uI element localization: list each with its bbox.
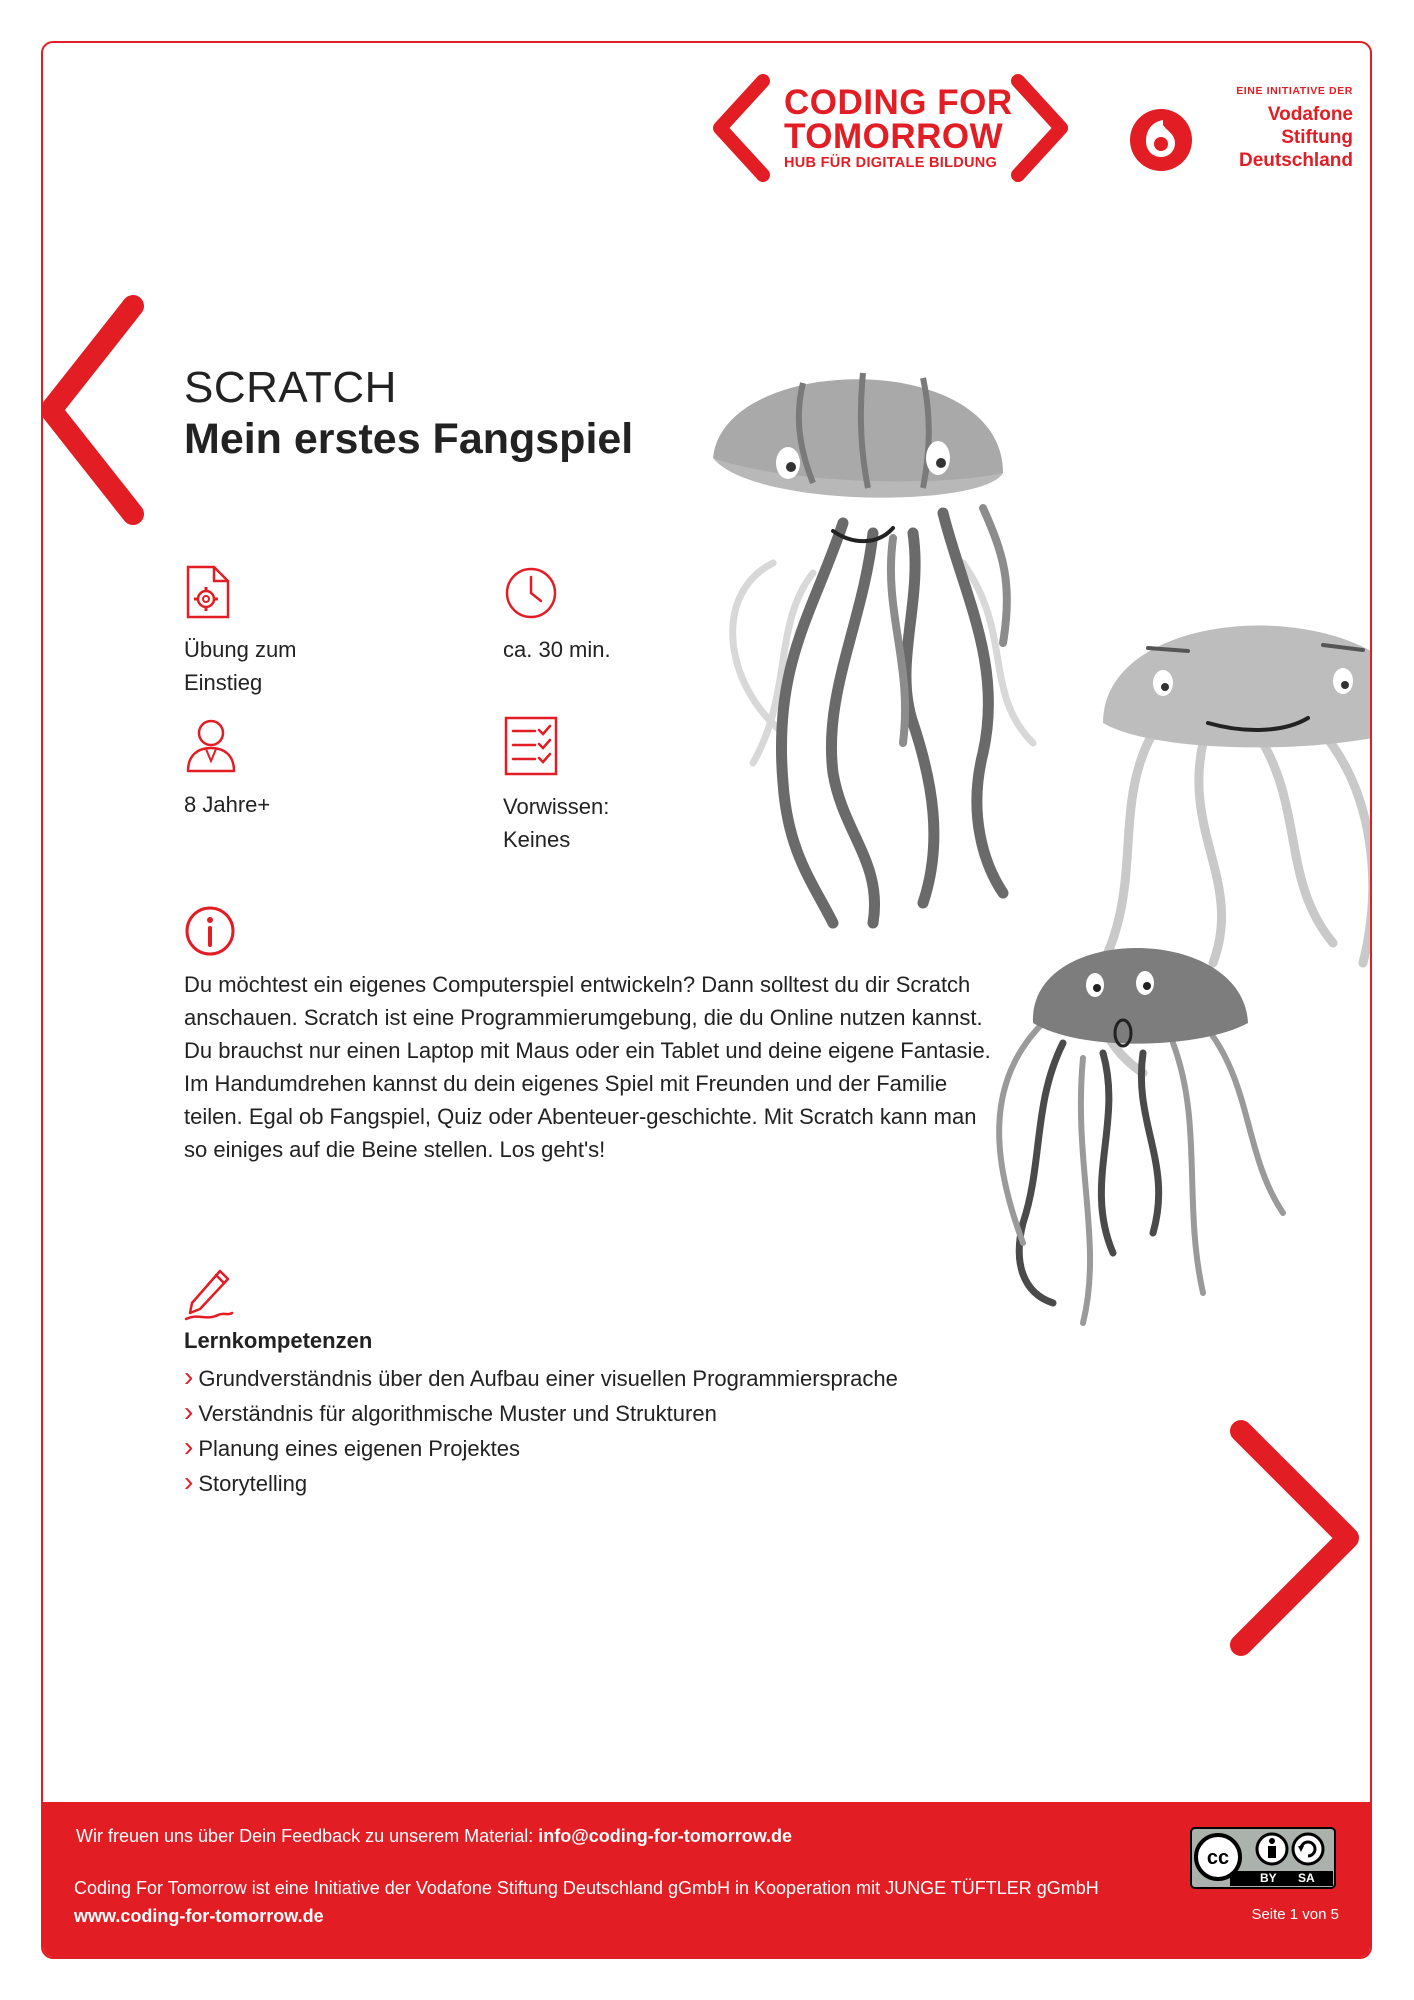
age: 8 Jahre+ [184, 792, 271, 817]
checklist-icon [503, 715, 563, 779]
list-item: › Verständnis für algorithmische Muster und Strukturen [184, 1395, 898, 1430]
cft-logo-tagline: HUB FÜR DIGITALE BILDUNG [784, 155, 998, 171]
competencies-title: Lernkompetenzen [184, 1328, 373, 1353]
initiative-line: Coding For Tomorrow ist eine Initiative der Vodafone Stiftung Deutschland gGmbH in Kooperation mit JUNGE TÜFTLER gGmbH [74, 1878, 1099, 1898]
pencil-icon [184, 1263, 244, 1323]
svg-text:cc: cc [1206, 1847, 1230, 1869]
feedback-email-link[interactable]: info@coding-for-tomorrow.de [538, 1826, 793, 1846]
list-item: › Planung eines eigenen Projektes [184, 1430, 898, 1465]
chevron-right-icon [1003, 73, 1073, 183]
prior-knowledge: Vorwissen: Keines [503, 794, 610, 852]
person-icon [184, 715, 244, 775]
exercise-type: Übung zum Einstieg [184, 637, 297, 695]
document-gear-icon [184, 563, 234, 623]
subject-label: SCRATCH [184, 363, 397, 412]
vodafone-logo-text: Vodafone Stiftung Deutschland [1238, 104, 1353, 171]
website-link[interactable]: www.coding-for-tomorrow.de [74, 1906, 324, 1926]
duration: ca. 30 min. [503, 637, 611, 662]
feedback-line: Wir freuen uns über Dein Feedback zu unserem Material: info@coding-for-tomorrow.de [76, 1826, 793, 1846]
clock-icon [503, 563, 563, 623]
page-title: Mein erstes Fangspiel [184, 415, 634, 463]
chevron-right-icon [1223, 1413, 1372, 1663]
jellyfish-illustration [683, 363, 1372, 1343]
list-item: › Storytelling [184, 1465, 898, 1500]
footer [43, 1802, 1370, 1957]
cc-by-sa-icon: cc BY SA [1190, 1827, 1336, 1889]
vodafone-initiative-label: EINE INITIATIVE DER [1236, 85, 1353, 97]
list-item: › Grundverständnis über den Aufbau einer visuellen Programmiersprache [184, 1360, 898, 1395]
page-number: Seite 1 von 5 [1251, 1906, 1339, 1923]
description-text: Du möchtest ein eigenes Computerspiel entwickeln? Dann solltest du dir Scratch anschauen. Scratch ist eine Programmierumgebung, die du Online nutzen kannst. Du brauchst nur einen Laptop mit Maus oder ein Tablet und deine eigene Fantasie. Im Handumdrehen kannst du dein eigenes Spiel mit Freunden und der Familie teilen. Egal ob Fangspiel, Quiz oder Abenteuer-geschichte. Mit Scratch kann man so einiges auf die Beine stellen. Los geht's! [184, 972, 991, 1162]
page-frame [41, 41, 1372, 1959]
info-icon [184, 905, 240, 961]
competencies-list [184, 1360, 898, 1500]
chevron-left-icon [41, 288, 163, 533]
cft-logo-title: CODING FOR TOMORROW [784, 83, 1013, 156]
